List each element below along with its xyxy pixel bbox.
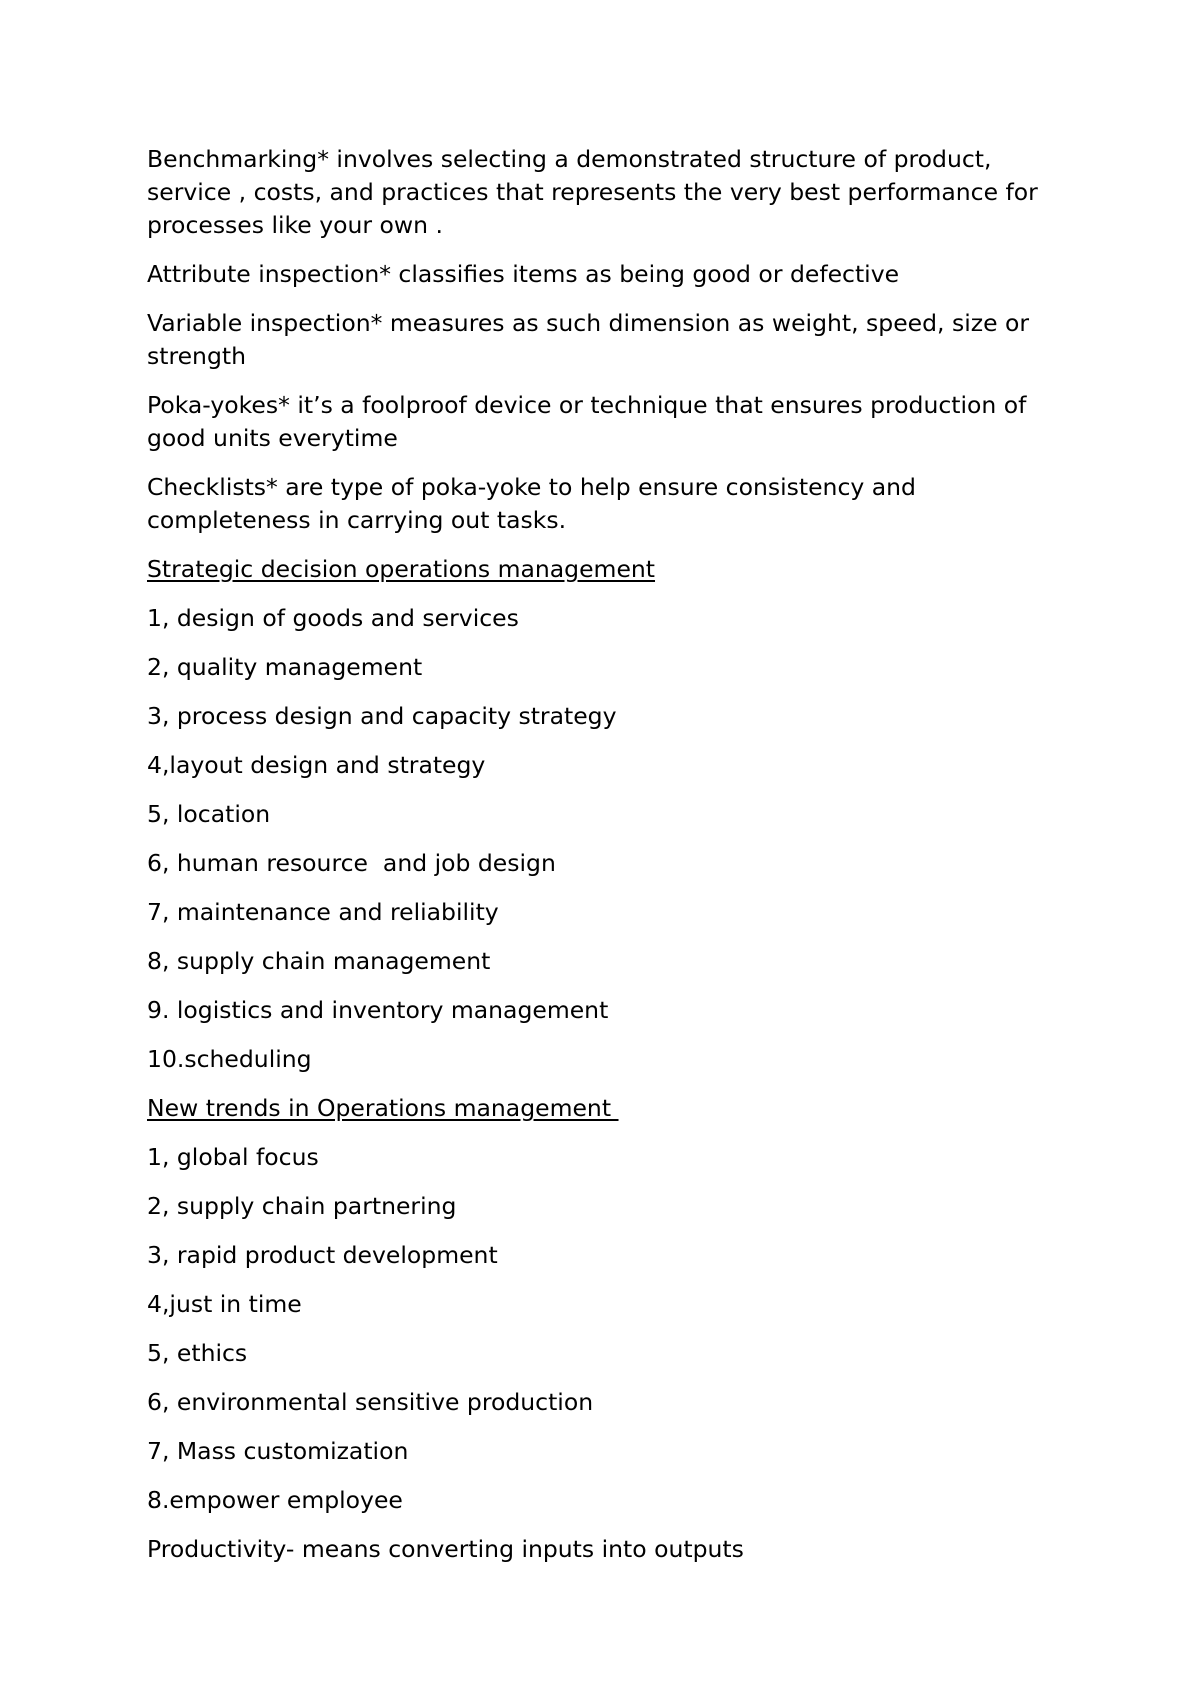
definition-poka-yokes: Poka-yokes* it’s a foolproof device or technique that ensures production of good units everytime [147, 391, 1027, 452]
list-item: 10.scheduling [147, 1045, 312, 1073]
list-item: 6, human resource and job design [147, 849, 556, 877]
list-item: 1, global focus [147, 1143, 319, 1171]
list-item: 7, Mass customization [147, 1437, 409, 1465]
strategic-decisions-heading: Strategic decision operations management [147, 555, 656, 583]
list-item: 5, ethics [147, 1339, 248, 1367]
list-item: 8, supply chain management [147, 947, 491, 975]
list-item: 2, supply chain partnering [147, 1192, 457, 1220]
list-item: 3, rapid product development [147, 1241, 498, 1269]
productivity-definition: Productivity- means converting inputs into outputs [147, 1535, 744, 1563]
definition-checklists: Checklists* are type of poka-yoke to help ensure consistency and completeness in carrying out tasks. [147, 473, 916, 534]
list-item: 6, environmental sensitive production [147, 1388, 594, 1416]
list-item: 2, quality management [147, 653, 423, 681]
new-trends-heading: New trends in Operations management [147, 1094, 619, 1122]
list-item: 4,layout design and strategy [147, 751, 486, 779]
list-item: 8.empower employee [147, 1486, 403, 1514]
definition-attribute-inspection: Attribute inspection* classifies items as being good or defective [147, 260, 900, 288]
list-item: 1, design of goods and services [147, 604, 519, 632]
list-item: 5, location [147, 800, 271, 828]
strategic-decisions-list [147, 602, 1077, 1076]
list-item: 4,just in time [147, 1290, 302, 1318]
definition-benchmarking: Benchmarking* involves selecting a demonstrated structure of product, service , costs, and practices that represents the very best performance for processes like your own . [147, 145, 1038, 239]
definition-variable-inspection: Variable inspection* measures as such dimension as weight, speed, size or strength [147, 309, 1030, 370]
new-trends-list [147, 1141, 1077, 1517]
list-item: 7, maintenance and reliability [147, 898, 499, 926]
document-body [147, 143, 1077, 1582]
list-item: 9. logistics and inventory management [147, 996, 609, 1024]
list-item: 3, process design and capacity strategy [147, 702, 617, 730]
